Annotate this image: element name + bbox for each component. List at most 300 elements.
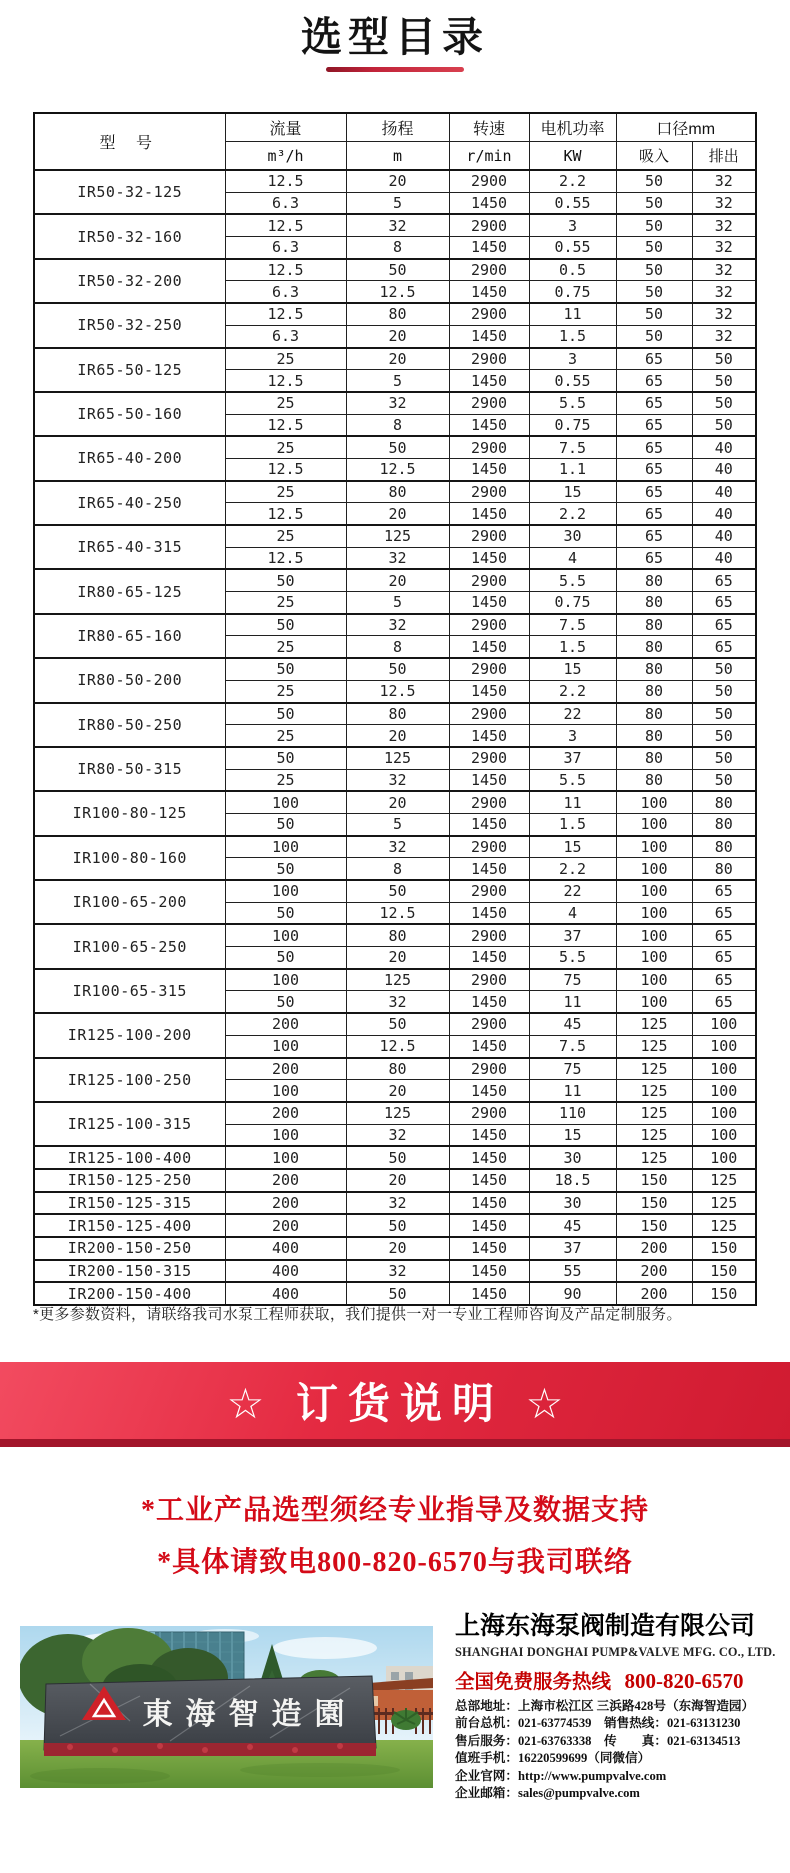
spec-value-cell: 1450 <box>449 1214 529 1237</box>
spec-value-cell: 5 <box>346 192 449 214</box>
spec-value-cell: 80 <box>346 481 449 503</box>
spec-value-cell: 6.3 <box>225 281 346 303</box>
spec-value-cell: 1450 <box>449 1192 529 1215</box>
spec-value-cell: 20 <box>346 1080 449 1102</box>
spec-value-cell: 25 <box>225 436 346 458</box>
spec-value-cell: 50 <box>692 414 756 436</box>
spec-value-cell: 22 <box>529 880 616 902</box>
spec-value-cell: 5 <box>346 592 449 614</box>
spec-value-cell: 8 <box>346 636 449 658</box>
spec-value-cell: 6.3 <box>225 325 346 347</box>
model-name-cell: IR65-40-200 <box>34 436 225 480</box>
spec-value-cell: 80 <box>616 592 692 614</box>
spec-value-cell: 65 <box>616 370 692 392</box>
spec-value-cell: 100 <box>616 969 692 991</box>
spec-value-cell: 65 <box>616 547 692 569</box>
spec-value-cell: 65 <box>616 481 692 503</box>
spec-value-cell: 2900 <box>449 569 529 591</box>
spec-value-cell: 80 <box>346 924 449 946</box>
spec-value-cell: 50 <box>225 703 346 725</box>
park-sign-text: 東海智造園 <box>142 1698 358 1731</box>
spec-table-body <box>34 170 756 1305</box>
spec-value-cell: 2900 <box>449 969 529 991</box>
order-instructions-banner <box>0 1362 790 1447</box>
spec-value-cell: 50 <box>225 858 346 880</box>
model-name-cell: IR150-125-250 <box>34 1169 225 1192</box>
model-name-cell: IR65-50-160 <box>34 392 225 436</box>
spec-value-cell: 80 <box>616 725 692 747</box>
spec-value-cell: 50 <box>346 436 449 458</box>
table-row <box>34 880 756 902</box>
spec-value-cell: 125 <box>346 747 449 769</box>
model-name-cell: IR80-65-160 <box>34 614 225 658</box>
company-info <box>455 1606 776 1802</box>
spec-value-cell: 7.5 <box>529 436 616 458</box>
spec-value-cell: 1450 <box>449 503 529 525</box>
spec-value-cell: 40 <box>692 525 756 547</box>
spec-value-cell: 65 <box>616 436 692 458</box>
spec-value-cell: 200 <box>616 1260 692 1283</box>
model-name-cell: IR100-65-315 <box>34 969 225 1013</box>
model-name-cell: IR80-50-200 <box>34 658 225 702</box>
spec-value-cell: 2900 <box>449 1058 529 1080</box>
spec-value-cell: 50 <box>616 237 692 259</box>
spec-value-cell: 100 <box>692 1124 756 1146</box>
spec-value-cell: 100 <box>616 947 692 969</box>
spec-value-cell: 1450 <box>449 547 529 569</box>
spec-value-cell: 1450 <box>449 370 529 392</box>
spec-value-cell: 6.3 <box>225 192 346 214</box>
model-name-cell: IR100-80-160 <box>34 836 225 880</box>
spec-value-cell: 32 <box>346 1260 449 1283</box>
spec-value-cell: 200 <box>225 1058 346 1080</box>
model-name-cell: IR80-50-315 <box>34 747 225 791</box>
spec-value-cell: 50 <box>692 370 756 392</box>
table-row <box>34 348 756 370</box>
spec-value-cell: 2900 <box>449 1102 529 1124</box>
table-row <box>34 614 756 636</box>
spec-value-cell: 50 <box>346 1282 449 1305</box>
spec-value-cell: 30 <box>529 1192 616 1215</box>
spec-value-cell: 32 <box>692 325 756 347</box>
model-name-cell: IR125-100-200 <box>34 1013 225 1057</box>
spec-value-cell: 37 <box>529 924 616 946</box>
spec-value-cell: 32 <box>346 991 449 1013</box>
table-row <box>34 969 756 991</box>
spec-value-cell: 80 <box>616 569 692 591</box>
spec-value-cell: 20 <box>346 503 449 525</box>
spec-value-cell: 65 <box>692 614 756 636</box>
model-name-cell: IR125-100-400 <box>34 1146 225 1169</box>
spec-value-cell: 2900 <box>449 481 529 503</box>
spec-value-cell: 20 <box>346 348 449 370</box>
spec-value-cell: 11 <box>529 1080 616 1102</box>
spec-value-cell: 2900 <box>449 614 529 636</box>
spec-value-cell: 100 <box>616 902 692 924</box>
spec-value-cell: 32 <box>692 259 756 281</box>
spec-value-cell: 150 <box>692 1282 756 1305</box>
spec-value-cell: 50 <box>616 259 692 281</box>
spec-value-cell: 2900 <box>449 1013 529 1035</box>
spec-value-cell: 200 <box>616 1237 692 1260</box>
company-contact-lines <box>455 1698 758 1802</box>
contact-line: 值班手机：16220599699（同微信） <box>455 1751 651 1766</box>
spec-value-cell: 2900 <box>449 703 529 725</box>
spec-value-cell: 125 <box>692 1169 756 1192</box>
spec-value-cell: 50 <box>616 303 692 325</box>
spec-value-cell: 12.5 <box>225 303 346 325</box>
spec-value-cell: 100 <box>225 1124 346 1146</box>
spec-value-cell: 1450 <box>449 192 529 214</box>
spec-value-cell: 50 <box>692 703 756 725</box>
spec-value-cell: 11 <box>529 991 616 1013</box>
spec-value-cell: 100 <box>225 836 346 858</box>
table-row <box>34 170 756 192</box>
spec-value-cell: 80 <box>616 703 692 725</box>
header-flow-unit: m³/h <box>225 142 346 171</box>
spec-value-cell: 65 <box>692 991 756 1013</box>
model-name-cell: IR50-32-125 <box>34 170 225 214</box>
spec-value-cell: 25 <box>225 525 346 547</box>
spec-value-cell: 1450 <box>449 1237 529 1260</box>
spec-value-cell: 1.5 <box>529 636 616 658</box>
spec-value-cell: 80 <box>346 703 449 725</box>
company-name-en: SHANGHAI DONGHAI PUMP&VALVE MFG. CO., LTD. <box>455 1645 776 1659</box>
model-name-cell: IR200-150-315 <box>34 1260 225 1283</box>
contact-line: 售后服务：021-63763338 传 真：021-63134513 <box>455 1733 741 1748</box>
table-row <box>34 1058 756 1080</box>
spec-value-cell: 80 <box>616 614 692 636</box>
spec-value-cell: 2900 <box>449 880 529 902</box>
spec-value-cell: 15 <box>529 658 616 680</box>
spec-value-cell: 125 <box>616 1102 692 1124</box>
spec-value-cell: 400 <box>225 1237 346 1260</box>
spec-value-cell: 0.55 <box>529 237 616 259</box>
spec-value-cell: 125 <box>616 1035 692 1057</box>
spec-value-cell: 50 <box>225 947 346 969</box>
spec-value-cell: 25 <box>225 725 346 747</box>
contact-line: 总部地址：上海市松江区 三浜路428号（东海智造园） <box>455 1699 755 1713</box>
spec-value-cell: 1450 <box>449 813 529 835</box>
model-name-cell: IR50-32-160 <box>34 214 225 258</box>
spec-value-cell: 80 <box>692 836 756 858</box>
spec-value-cell: 100 <box>225 1035 346 1057</box>
spec-value-cell: 32 <box>692 214 756 236</box>
spec-value-cell: 0.5 <box>529 259 616 281</box>
spec-value-cell: 65 <box>692 924 756 946</box>
spec-value-cell: 2900 <box>449 525 529 547</box>
spec-value-cell: 32 <box>692 237 756 259</box>
spec-value-cell: 50 <box>225 902 346 924</box>
spec-value-cell: 100 <box>616 836 692 858</box>
spec-value-cell: 32 <box>692 170 756 192</box>
spec-value-cell: 2900 <box>449 259 529 281</box>
spec-value-cell: 65 <box>692 592 756 614</box>
spec-value-cell: 40 <box>692 547 756 569</box>
spec-value-cell: 150 <box>692 1237 756 1260</box>
model-name-cell: IR100-65-250 <box>34 924 225 968</box>
table-row <box>34 1237 756 1260</box>
spec-value-cell: 25 <box>225 392 346 414</box>
spec-value-cell: 65 <box>692 636 756 658</box>
spec-value-cell: 65 <box>616 458 692 480</box>
spec-value-cell: 2900 <box>449 747 529 769</box>
spec-value-cell: 90 <box>529 1282 616 1305</box>
spec-value-cell: 12.5 <box>225 547 346 569</box>
model-name-cell: IR125-100-250 <box>34 1058 225 1102</box>
model-name-cell: IR80-65-125 <box>34 569 225 613</box>
spec-value-cell: 1450 <box>449 325 529 347</box>
spec-value-cell: 5.5 <box>529 769 616 791</box>
hotline-label: 全国免费服务热线 <box>455 1671 612 1693</box>
spec-value-cell: 12.5 <box>225 259 346 281</box>
spec-value-cell: 1450 <box>449 1124 529 1146</box>
table-row <box>34 1146 756 1169</box>
spec-value-cell: 1450 <box>449 1260 529 1283</box>
spec-value-cell: 150 <box>616 1169 692 1192</box>
spec-value-cell: 32 <box>346 836 449 858</box>
spec-value-cell: 25 <box>225 481 346 503</box>
header-inlet: 吸入 <box>616 142 692 171</box>
spec-value-cell: 100 <box>692 1035 756 1057</box>
spec-value-cell: 100 <box>225 880 346 902</box>
spec-value-cell: 80 <box>692 791 756 813</box>
page-title: 选型目录 <box>301 14 489 60</box>
spec-value-cell: 50 <box>225 813 346 835</box>
spec-value-cell: 32 <box>346 1192 449 1215</box>
spec-value-cell: 2900 <box>449 836 529 858</box>
pump-spec-table <box>33 112 757 1306</box>
header-speed: 转速 <box>449 113 529 142</box>
spec-value-cell: 25 <box>225 592 346 614</box>
spec-value-cell: 20 <box>346 1237 449 1260</box>
header-head: 扬程 <box>346 113 449 142</box>
header-flow: 流量 <box>225 113 346 142</box>
spec-value-cell: 40 <box>692 503 756 525</box>
spec-value-cell: 3 <box>529 725 616 747</box>
spec-value-cell: 75 <box>529 1058 616 1080</box>
spec-value-cell: 7.5 <box>529 1035 616 1057</box>
table-row <box>34 525 756 547</box>
title-underline <box>326 67 464 72</box>
spec-value-cell: 1450 <box>449 458 529 480</box>
spec-value-cell: 50 <box>692 392 756 414</box>
spec-value-cell: 50 <box>225 991 346 1013</box>
spec-value-cell: 80 <box>616 769 692 791</box>
contact-line: 企业邮箱：sales@pumpvalve.com <box>455 1786 640 1801</box>
spec-value-cell: 20 <box>346 947 449 969</box>
header-power: 电机功率 <box>529 113 616 142</box>
spec-value-cell: 100 <box>616 791 692 813</box>
spec-value-cell: 200 <box>225 1192 346 1215</box>
spec-value-cell: 1.5 <box>529 325 616 347</box>
spec-value-cell: 75 <box>529 969 616 991</box>
spec-value-cell: 1450 <box>449 592 529 614</box>
spec-value-cell: 1450 <box>449 1146 529 1169</box>
spec-value-cell: 400 <box>225 1282 346 1305</box>
spec-value-cell: 12.5 <box>346 281 449 303</box>
header-diameter: 口径mm <box>616 113 756 142</box>
spec-value-cell: 20 <box>346 791 449 813</box>
spec-value-cell: 12.5 <box>225 214 346 236</box>
spec-value-cell: 25 <box>225 769 346 791</box>
spec-value-cell: 15 <box>529 836 616 858</box>
spec-value-cell: 12.5 <box>225 503 346 525</box>
spec-value-cell: 11 <box>529 303 616 325</box>
spec-value-cell: 1450 <box>449 902 529 924</box>
spec-value-cell: 50 <box>346 1214 449 1237</box>
spec-value-cell: 100 <box>692 1102 756 1124</box>
spec-value-cell: 65 <box>616 414 692 436</box>
spec-value-cell: 37 <box>529 747 616 769</box>
spec-value-cell: 32 <box>692 303 756 325</box>
table-row <box>34 1013 756 1035</box>
spec-value-cell: 7.5 <box>529 614 616 636</box>
spec-value-cell: 150 <box>616 1214 692 1237</box>
table-row <box>34 481 756 503</box>
table-row <box>34 658 756 680</box>
header-power-unit: KW <box>529 142 616 171</box>
model-name-cell: IR200-150-400 <box>34 1282 225 1305</box>
park-sign-wall <box>44 1676 376 1750</box>
spec-value-cell: 65 <box>692 902 756 924</box>
table-row <box>34 214 756 236</box>
order-banner-title: ☆ 订货说明 ☆ <box>226 1379 574 1427</box>
spec-value-cell: 65 <box>616 503 692 525</box>
spec-value-cell: 100 <box>692 1013 756 1035</box>
spec-value-cell: 1450 <box>449 991 529 1013</box>
spec-value-cell: 1450 <box>449 281 529 303</box>
spec-value-cell: 50 <box>692 680 756 702</box>
spec-value-cell: 3 <box>529 348 616 370</box>
spec-value-cell: 125 <box>616 1124 692 1146</box>
spec-value-cell: 1450 <box>449 725 529 747</box>
table-row <box>34 747 756 769</box>
spec-value-cell: 50 <box>692 725 756 747</box>
spec-value-cell: 12.5 <box>225 414 346 436</box>
spec-value-cell: 12.5 <box>346 902 449 924</box>
spec-value-cell: 11 <box>529 791 616 813</box>
spec-value-cell: 400 <box>225 1260 346 1283</box>
spec-value-cell: 2.2 <box>529 170 616 192</box>
table-row <box>34 392 756 414</box>
spec-value-cell: 125 <box>692 1214 756 1237</box>
spec-value-cell: 32 <box>346 769 449 791</box>
model-name-cell: IR100-65-200 <box>34 880 225 924</box>
spec-value-cell: 200 <box>225 1102 346 1124</box>
spec-value-cell: 100 <box>225 1080 346 1102</box>
spec-value-cell: 18.5 <box>529 1169 616 1192</box>
spec-value-cell: 50 <box>616 325 692 347</box>
header-outlet: 排出 <box>692 142 756 171</box>
spec-value-cell: 1450 <box>449 414 529 436</box>
spec-value-cell: 125 <box>616 1146 692 1169</box>
spec-value-cell: 4 <box>529 902 616 924</box>
spec-value-cell: 80 <box>692 813 756 835</box>
table-row <box>34 1214 756 1237</box>
spec-value-cell: 0.55 <box>529 192 616 214</box>
spec-value-cell: 1450 <box>449 947 529 969</box>
spec-value-cell: 200 <box>225 1169 346 1192</box>
spec-value-cell: 50 <box>616 170 692 192</box>
spec-value-cell: 100 <box>692 1080 756 1102</box>
spec-value-cell: 50 <box>346 1146 449 1169</box>
spec-value-cell: 50 <box>692 658 756 680</box>
spec-value-cell: 12.5 <box>225 170 346 192</box>
spec-value-cell: 40 <box>692 481 756 503</box>
spec-value-cell: 80 <box>346 1058 449 1080</box>
spec-value-cell: 32 <box>346 392 449 414</box>
spec-value-cell: 100 <box>616 880 692 902</box>
spec-value-cell: 8 <box>346 237 449 259</box>
spec-value-cell: 12.5 <box>225 370 346 392</box>
spec-value-cell: 50 <box>616 214 692 236</box>
model-name-cell: IR65-40-315 <box>34 525 225 569</box>
spec-value-cell: 50 <box>346 1013 449 1035</box>
spec-value-cell: 125 <box>346 525 449 547</box>
spec-value-cell: 2900 <box>449 658 529 680</box>
notice-line-1: *工业产品选型须经专业指导及数据支持 <box>140 1495 649 1526</box>
footnote: *更多参数资料，请联络我司水泵工程师获取，我们提供一对一专业工程师咨询及产品定制服务。 <box>33 1306 682 1323</box>
spec-value-cell: 55 <box>529 1260 616 1283</box>
spec-value-cell: 125 <box>616 1058 692 1080</box>
spec-value-cell: 2900 <box>449 214 529 236</box>
spec-value-cell: 5 <box>346 370 449 392</box>
spec-value-cell: 80 <box>616 680 692 702</box>
spec-value-cell: 5 <box>346 813 449 835</box>
spec-value-cell: 20 <box>346 170 449 192</box>
model-name-cell: IR100-80-125 <box>34 791 225 835</box>
contact-line: 前台总机：021-63774539 销售热线：021-63131230 <box>455 1716 741 1731</box>
spec-value-cell: 200 <box>225 1013 346 1035</box>
spec-value-cell: 32 <box>346 1124 449 1146</box>
spec-value-cell: 80 <box>616 658 692 680</box>
spec-value-cell: 50 <box>346 658 449 680</box>
table-row <box>34 1169 756 1192</box>
spec-value-cell: 40 <box>692 436 756 458</box>
model-name-cell: IR50-32-250 <box>34 303 225 347</box>
spec-value-cell: 15 <box>529 1124 616 1146</box>
spec-value-cell: 80 <box>616 747 692 769</box>
header-head-unit: m <box>346 142 449 171</box>
spec-value-cell: 25 <box>225 680 346 702</box>
spec-value-cell: 65 <box>616 392 692 414</box>
spec-value-cell: 1450 <box>449 237 529 259</box>
spec-value-cell: 200 <box>616 1282 692 1305</box>
spec-value-cell: 15 <box>529 481 616 503</box>
spec-value-cell: 1450 <box>449 858 529 880</box>
spec-value-cell: 12.5 <box>346 1035 449 1057</box>
spec-value-cell: 1450 <box>449 1080 529 1102</box>
spec-value-cell: 100 <box>692 1058 756 1080</box>
spec-value-cell: 100 <box>225 791 346 813</box>
spec-value-cell: 20 <box>346 325 449 347</box>
spec-value-cell: 80 <box>692 858 756 880</box>
spec-value-cell: 32 <box>346 547 449 569</box>
spec-value-cell: 1450 <box>449 636 529 658</box>
spec-value-cell: 45 <box>529 1214 616 1237</box>
spec-value-cell: 2.2 <box>529 503 616 525</box>
spec-value-cell: 1450 <box>449 769 529 791</box>
spec-value-cell: 125 <box>692 1192 756 1215</box>
spec-value-cell: 32 <box>346 614 449 636</box>
spec-value-cell: 45 <box>529 1013 616 1035</box>
spec-value-cell: 100 <box>225 969 346 991</box>
spec-value-cell: 50 <box>225 658 346 680</box>
spec-value-cell: 6.3 <box>225 237 346 259</box>
spec-value-cell: 32 <box>692 192 756 214</box>
spec-value-cell: 125 <box>616 1013 692 1035</box>
